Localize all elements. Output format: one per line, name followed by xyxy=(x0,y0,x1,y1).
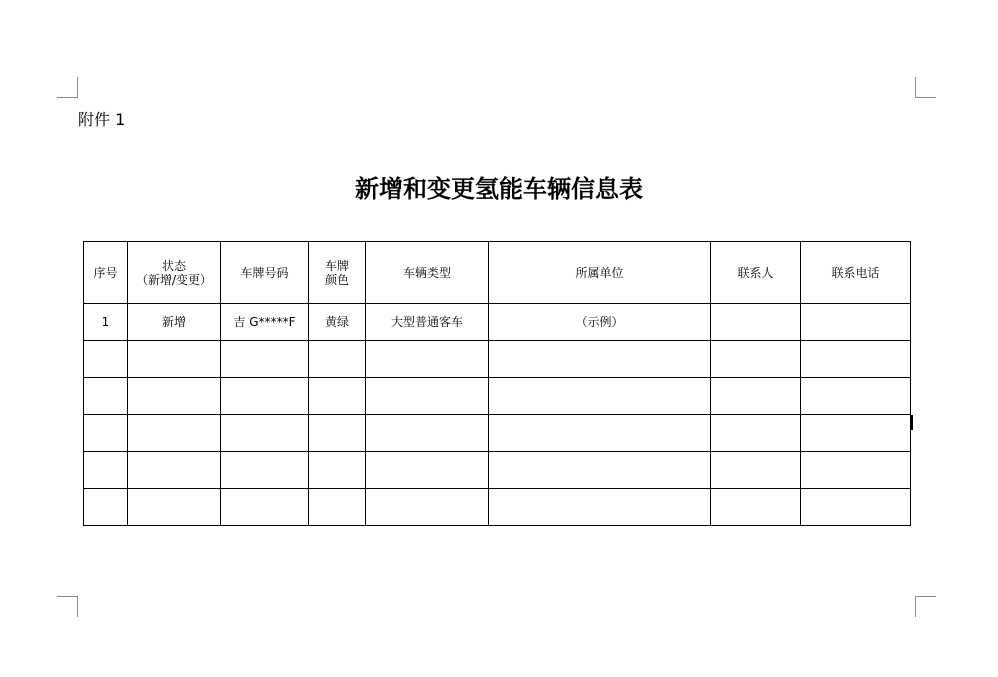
cell-plate[interactable] xyxy=(221,452,309,489)
text-cursor xyxy=(911,415,913,430)
cell-phone[interactable] xyxy=(801,489,911,526)
header-contact[interactable]: 联系人 xyxy=(711,242,801,304)
cell-plate[interactable] xyxy=(221,489,309,526)
cell-status[interactable] xyxy=(128,489,221,526)
cell-status[interactable] xyxy=(128,452,221,489)
cell-plate[interactable] xyxy=(221,341,309,378)
cell-status[interactable] xyxy=(128,341,221,378)
cell-seq[interactable] xyxy=(84,489,128,526)
table-row xyxy=(84,304,911,341)
attachment-label[interactable]: 附件 1 xyxy=(78,110,126,129)
cell-plate-color[interactable] xyxy=(309,489,366,526)
cell-seq[interactable] xyxy=(84,452,128,489)
cell-plate-color[interactable]: 黄绿 xyxy=(309,304,366,341)
header-status[interactable]: 状态 （新增/变更） xyxy=(128,242,221,304)
cell-status[interactable]: 新增 xyxy=(128,304,221,341)
cell-vehicle-type[interactable] xyxy=(366,341,489,378)
table-row xyxy=(84,452,911,489)
cell-plate-color[interactable] xyxy=(309,415,366,452)
cell-status[interactable] xyxy=(128,415,221,452)
table-header-row xyxy=(84,242,911,304)
cell-unit[interactable] xyxy=(489,489,711,526)
cell-plate-color[interactable] xyxy=(309,452,366,489)
cell-seq[interactable] xyxy=(84,378,128,415)
cell-phone[interactable] xyxy=(801,341,911,378)
cell-vehicle-type[interactable]: 大型普通客车 xyxy=(366,304,489,341)
cell-unit[interactable] xyxy=(489,415,711,452)
cell-unit[interactable]: （示例） xyxy=(489,304,711,341)
document-title[interactable]: 新增和变更氢能车辆信息表 xyxy=(355,174,643,203)
header-vehicle-type[interactable]: 车辆类型 xyxy=(366,242,489,304)
cell-contact[interactable] xyxy=(711,452,801,489)
crop-mark-bottom-left xyxy=(57,596,78,617)
header-phone[interactable]: 联系电话 xyxy=(801,242,911,304)
cell-unit[interactable] xyxy=(489,341,711,378)
table-row xyxy=(84,341,911,378)
cell-phone[interactable] xyxy=(801,304,911,341)
cell-contact[interactable] xyxy=(711,489,801,526)
cell-seq[interactable] xyxy=(84,415,128,452)
cell-vehicle-type[interactable] xyxy=(366,489,489,526)
cell-plate[interactable] xyxy=(221,378,309,415)
cell-plate[interactable] xyxy=(221,415,309,452)
cell-phone[interactable] xyxy=(801,378,911,415)
vehicle-info-table xyxy=(83,241,911,526)
header-seq[interactable]: 序号 xyxy=(84,242,128,304)
cell-plate-color[interactable] xyxy=(309,341,366,378)
cell-contact[interactable] xyxy=(711,378,801,415)
table-row xyxy=(84,415,911,452)
cell-unit[interactable] xyxy=(489,378,711,415)
table-row xyxy=(84,489,911,526)
cell-seq[interactable]: 1 xyxy=(84,304,128,341)
cell-seq[interactable] xyxy=(84,341,128,378)
cell-plate-color[interactable] xyxy=(309,378,366,415)
cell-unit[interactable] xyxy=(489,452,711,489)
cell-vehicle-type[interactable] xyxy=(366,378,489,415)
cell-contact[interactable] xyxy=(711,415,801,452)
crop-mark-top-right xyxy=(915,77,936,98)
cell-phone[interactable] xyxy=(801,415,911,452)
header-plate-color[interactable]: 车牌 颜色 xyxy=(309,242,366,304)
cell-phone[interactable] xyxy=(801,452,911,489)
crop-mark-top-left xyxy=(57,77,78,98)
cell-contact[interactable] xyxy=(711,304,801,341)
header-unit[interactable]: 所属单位 xyxy=(489,242,711,304)
cell-vehicle-type[interactable] xyxy=(366,415,489,452)
cell-contact[interactable] xyxy=(711,341,801,378)
crop-mark-bottom-right xyxy=(915,596,936,617)
cell-vehicle-type[interactable] xyxy=(366,452,489,489)
table-row xyxy=(84,378,911,415)
cell-status[interactable] xyxy=(128,378,221,415)
cell-plate[interactable]: 吉 G*****F xyxy=(221,304,309,341)
header-plate[interactable]: 车牌号码 xyxy=(221,242,309,304)
